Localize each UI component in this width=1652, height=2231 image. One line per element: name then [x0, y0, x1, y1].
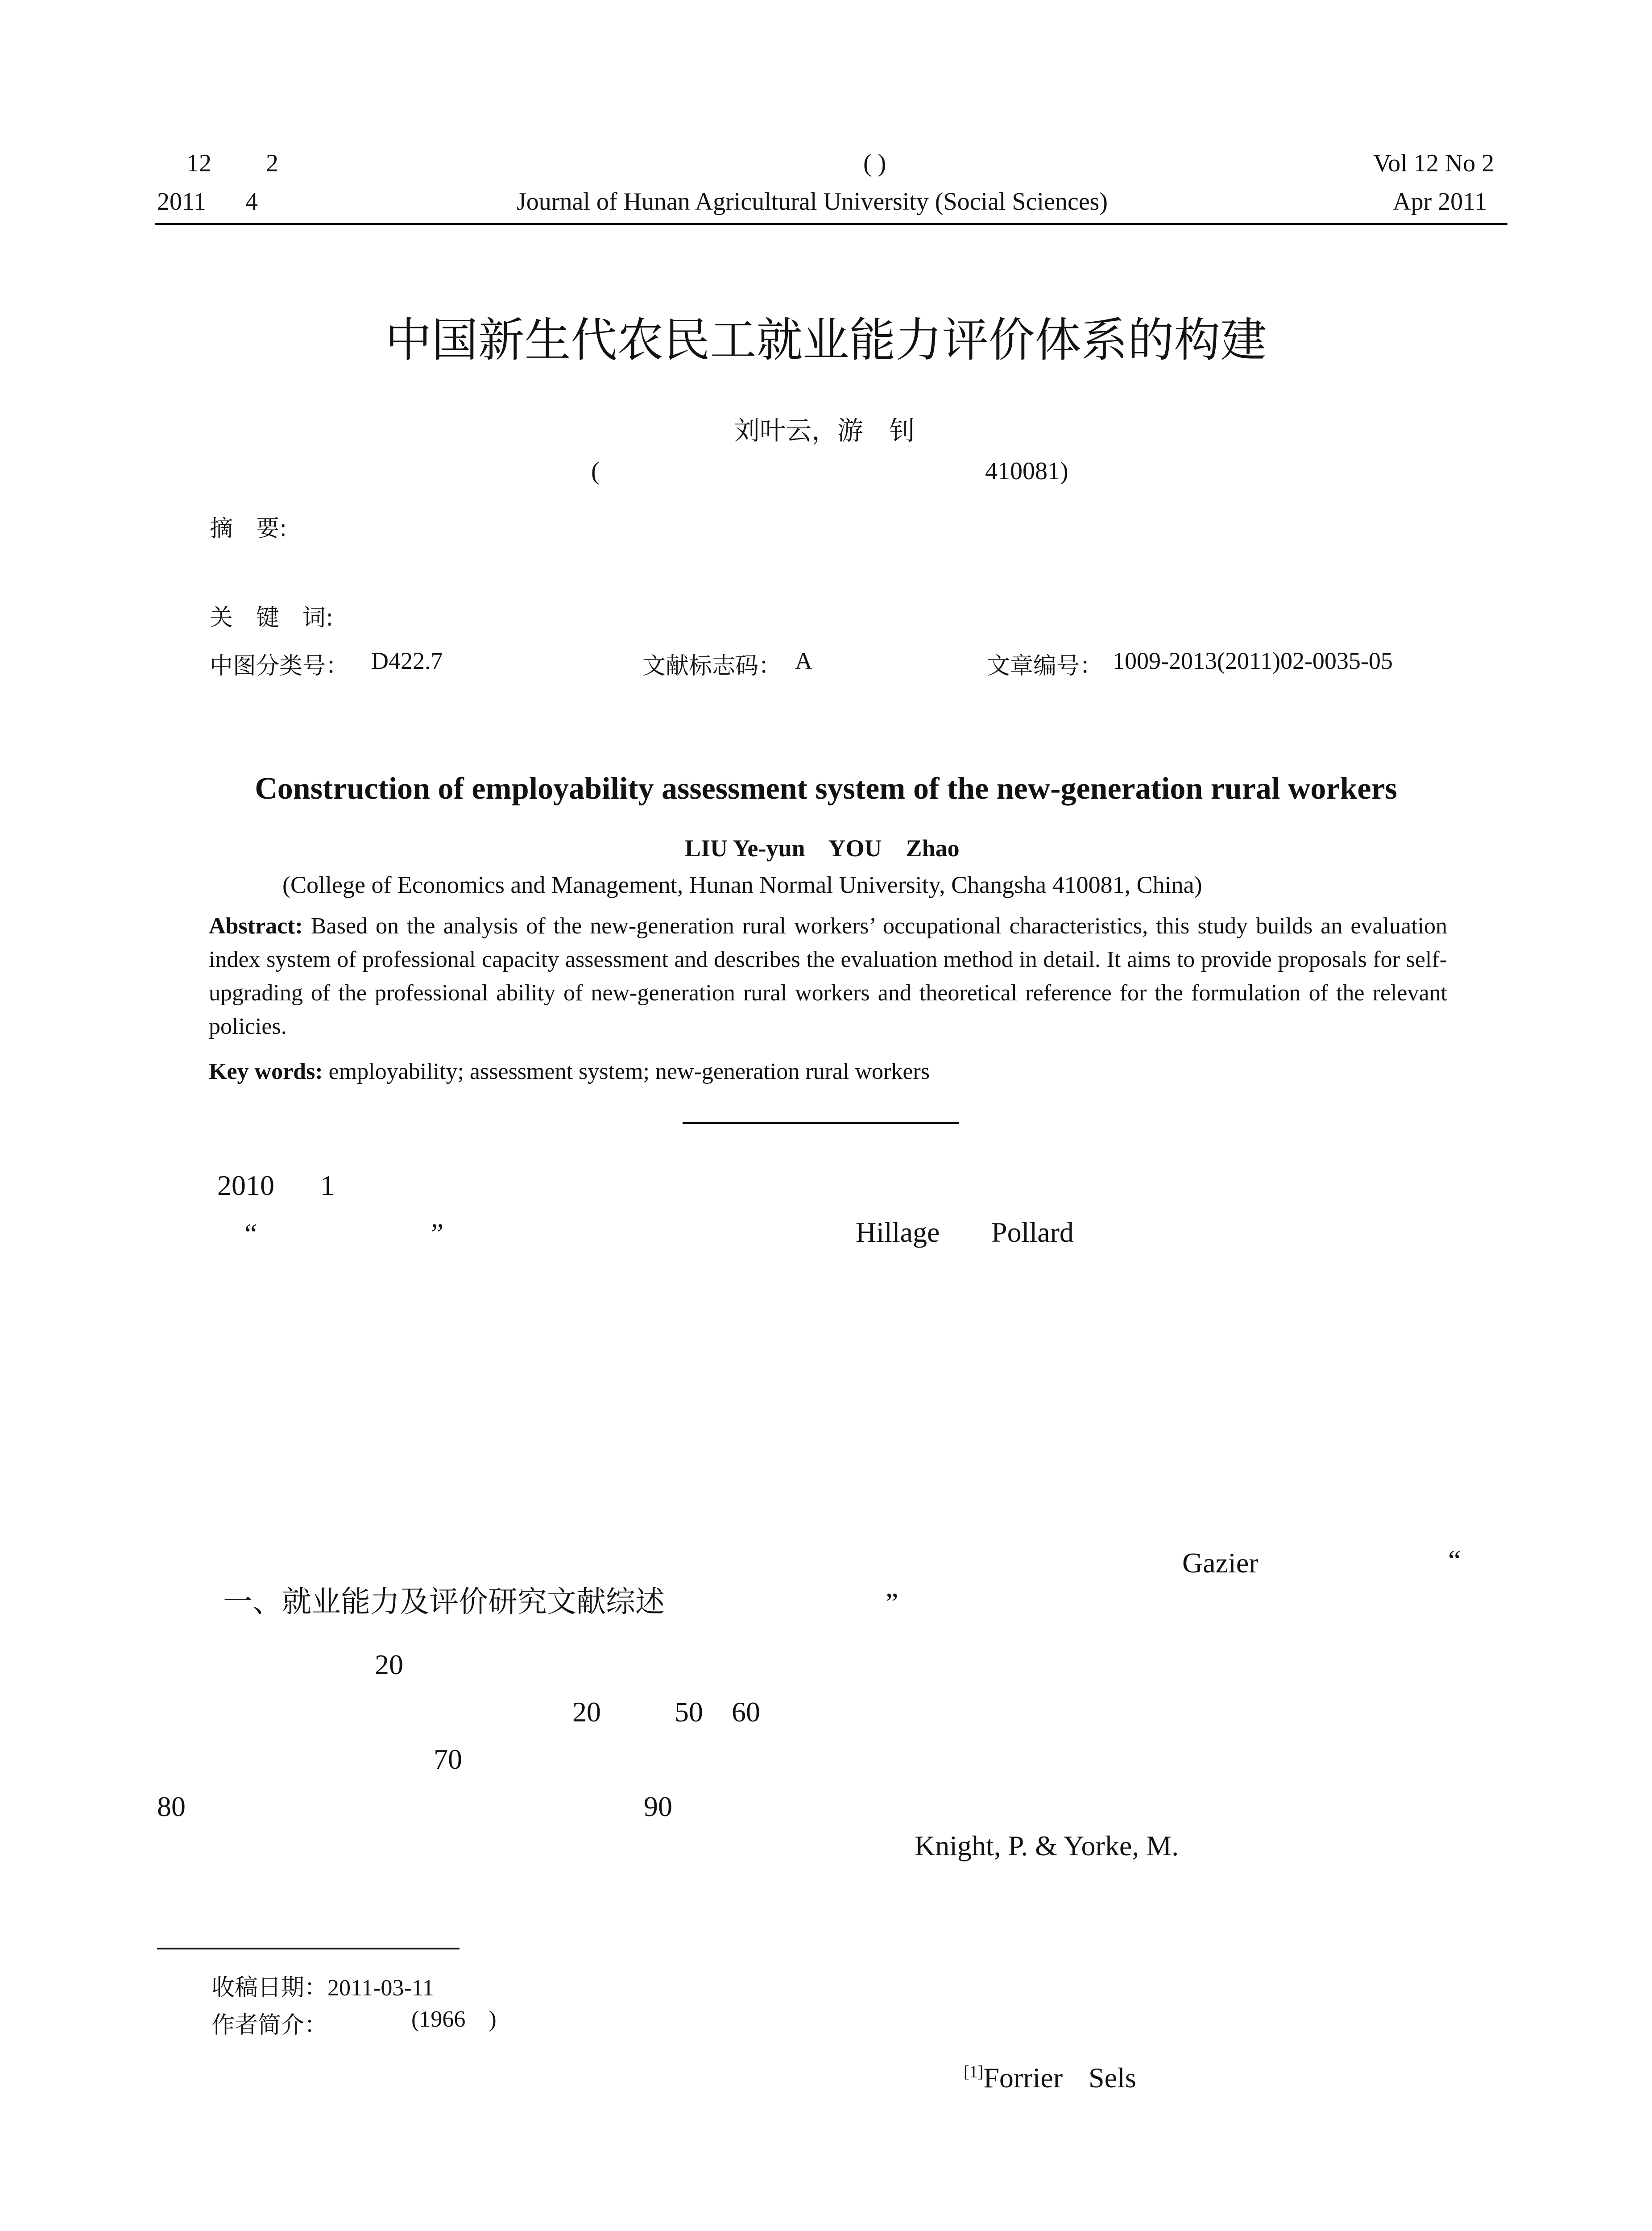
article-no-value: 1009-2013(2011)02-0035-05	[1113, 647, 1393, 674]
body-pollard: Pollard	[991, 1216, 1074, 1248]
doc-code-value: A	[795, 647, 812, 674]
body-n60: 60	[732, 1696, 760, 1728]
english-authors: LIU Ye-yun YOU Zhao	[685, 835, 960, 862]
footnote-rule	[157, 1948, 460, 1949]
english-affiliation: (College of Economics and Management, Hunan Normal University, Changsha 410081, China)	[282, 871, 1202, 898]
header-date: Apr 2011	[1393, 188, 1487, 216]
author-bio-label: 作者简介：	[211, 2012, 328, 2039]
affiliation-postcode: 410081)	[985, 457, 1068, 485]
body-forrier: Forrier	[983, 2062, 1063, 2094]
header-issue: 2	[266, 149, 278, 177]
english-abstract	[209, 909, 1447, 1043]
header-vol-no: Vol 12 No 2	[1373, 149, 1495, 177]
body-n80: 80	[157, 1791, 186, 1822]
header-journal-en: Journal of Hunan Agricultural University (Social Sciences)	[517, 188, 1108, 216]
affiliation-open: (	[591, 457, 600, 485]
body-year-2010: 2010	[217, 1169, 274, 1201]
body-quote-open-right: “	[1448, 1544, 1461, 1576]
body-forrier-sels	[964, 2061, 1136, 2094]
abstract-separator	[683, 1122, 959, 1124]
citation-ref-1: [1]	[964, 2062, 984, 2082]
author-bio-value: (1966 )	[411, 2007, 497, 2032]
header-rule	[155, 223, 1507, 225]
body-num-1: 1	[320, 1169, 335, 1201]
doc-code-label: 文献标志码：	[642, 653, 782, 680]
header-month: 4	[245, 188, 258, 216]
footnote-received	[211, 1969, 434, 2002]
english-keywords-text: employability; assessment system; new-generation rural workers	[328, 1059, 930, 1084]
body-n20b: 20	[572, 1696, 601, 1728]
header-volume: 12	[186, 149, 211, 177]
authors-cn: 刘叶云，游 钊	[734, 415, 915, 446]
body-hillage: Hillage	[856, 1216, 940, 1248]
received-label: 收稿日期：	[211, 1974, 328, 2001]
clc-value: D422.7	[371, 647, 443, 674]
english-title: Construction of employability assessment system of the new-generation rural workers	[255, 771, 1397, 806]
body-n90: 90	[644, 1791, 672, 1822]
body-n50: 50	[675, 1696, 703, 1728]
body-quote-close-right: ”	[886, 1587, 898, 1619]
body-knight-yorke: Knight, P. & Yorke, M.	[915, 1830, 1179, 1862]
body-n70: 70	[434, 1743, 462, 1775]
article-no-label: 文章编号：	[987, 653, 1103, 680]
header-year: 2011	[157, 188, 206, 216]
header-journal-cn: ( )	[863, 149, 886, 177]
english-abstract-text: Based on the analysis of the new-generation rural workers’ occupational characteristics, this study builds an evaluation index system of professional capacity assessment and describes the evaluation method in detail. It aims to provide proposals for self-upgrading of the professional ability of new-generation rural workers and theoretical reference for the formulation of the relevant policies.	[209, 913, 1448, 1039]
page-title: 中国新生代农民工就业能力评价体系的构建	[385, 313, 1267, 367]
body-sels: Sels	[1089, 2062, 1136, 2094]
section-heading: 一、就业能力及评价研究文献综述	[223, 1584, 665, 1619]
keywords-label-cn: 关 键 词:	[210, 605, 334, 631]
body-quote-close: ”	[431, 1218, 444, 1249]
english-keywords-label: Key words:	[209, 1059, 323, 1084]
body-quote-open: “	[244, 1218, 257, 1249]
body-gazier: Gazier	[1182, 1547, 1259, 1579]
english-abstract-label: Abstract:	[209, 913, 303, 939]
abstract-label-cn: 摘 要:	[210, 515, 287, 542]
clc-label: 中图分类号：	[210, 653, 349, 680]
body-n20a: 20	[375, 1649, 403, 1680]
received-value: 2011-03-11	[327, 1975, 434, 2001]
english-keywords	[209, 1058, 930, 1085]
